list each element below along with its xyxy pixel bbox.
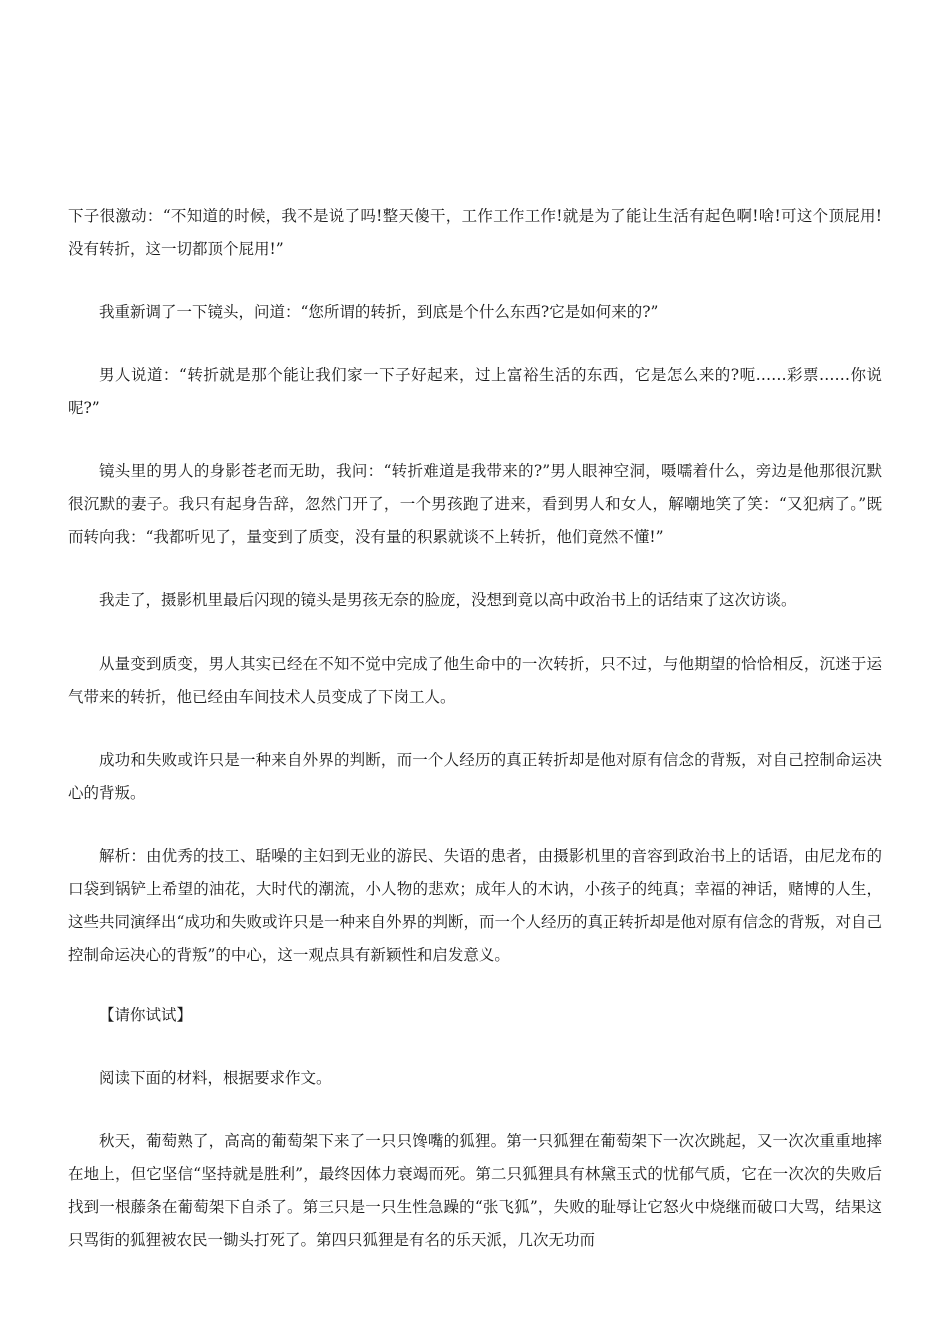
paragraph-fox-story: 秋天，葡萄熟了，高高的葡萄架下来了一只只馋嘴的狐狸。第一只狐狸在葡萄架下一次次跳起，又一次次重重地摔在地上，但它坚信“坚持就是胜利”，最终因体力衰竭而死。第二只狐狸具有林黛玉式的忧郁气质，它在一次次的失败后找到一根藤条在葡萄架下自杀了。第三只是一只生性急躁的“张飞狐”，失败的耻辱让它怒火中烧继而破口大骂，结果这只骂街的狐狸被农民一锄头打死了。第四只狐狸是有名的乐天派，几次无功而 — [68, 1132, 882, 1249]
paragraph-analysis: 解析：由优秀的技工、聒噪的主妇到无业的游民、失语的患者，由摄影机里的音容到政治书上的话语，由尼龙布的口袋到锅铲上希望的油花，大时代的潮流，小人物的悲欢；成年人的木讷，小孩子的纯真；幸福的神话，赌博的人生，这些共同演绎出“成功和失败或许只是一种来自外界的判断，而一个人经历的真正转折却是他对原有信念的背叛，对自己控制命运决心的背叛”的中心，这一观点具有新颖性和启发意义。 — [68, 847, 882, 964]
paragraph-quantity-quality: 从量变到质变，男人其实已经在不知不觉中完成了他生命中的一次转折，只不过，与他期望的恰恰相反，沉迷于运气带来的转折，他已经由车间技术人员变成了下岗工人。 — [68, 655, 882, 706]
paragraph-boy-enters: 镜头里的男人的身影苍老而无助，我问：“转折难道是我带来的?”男人眼神空洞，嗫嚅着什么，旁边是他那很沉默很沉默的妻子。我只有起身告辞，忽然门开了，一个男孩跑了进来，看到男人和女人，解嘲地笑了笑：“又犯病了。”既而转向我：“我都听见了，量变到了质变，没有量的积累就谈不上转折，他们竟然不懂!” — [68, 462, 882, 546]
paragraph-continuation: 下子很激动：“不知道的时候，我不是说了吗!整天傻干，工作工作工作!就是为了能让生活有起色啊!啥!可这个顶屁用!没有转折，这一切都顶个屁用!” — [68, 207, 882, 258]
paragraph-instructions: 阅读下面的材料，根据要求作文。 — [99, 1069, 332, 1087]
paragraph-camera-question: 我重新调了一下镜头，问道：“您所谓的转折，到底是个什么东西?它是如何来的?” — [99, 303, 659, 321]
paragraph-leaving: 我走了，摄影机里最后闪现的镜头是男孩无奈的脸庞，没想到竟以高中政治书上的话结束了这次访谈。 — [99, 591, 797, 609]
paragraph-success-failure: 成功和失败或许只是一种来自外界的判断，而一个人经历的真正转折却是他对原有信念的背叛，对自己控制命运决心的背叛。 — [68, 751, 882, 802]
section-heading-try-it: 【请你试试】 — [99, 1006, 193, 1024]
paragraph-man-answer: 男人说道：“转折就是那个能让我们家一下子好起来，过上富裕生活的东西，它是怎么来的?呃……彩票……你说呢?” — [68, 366, 882, 417]
